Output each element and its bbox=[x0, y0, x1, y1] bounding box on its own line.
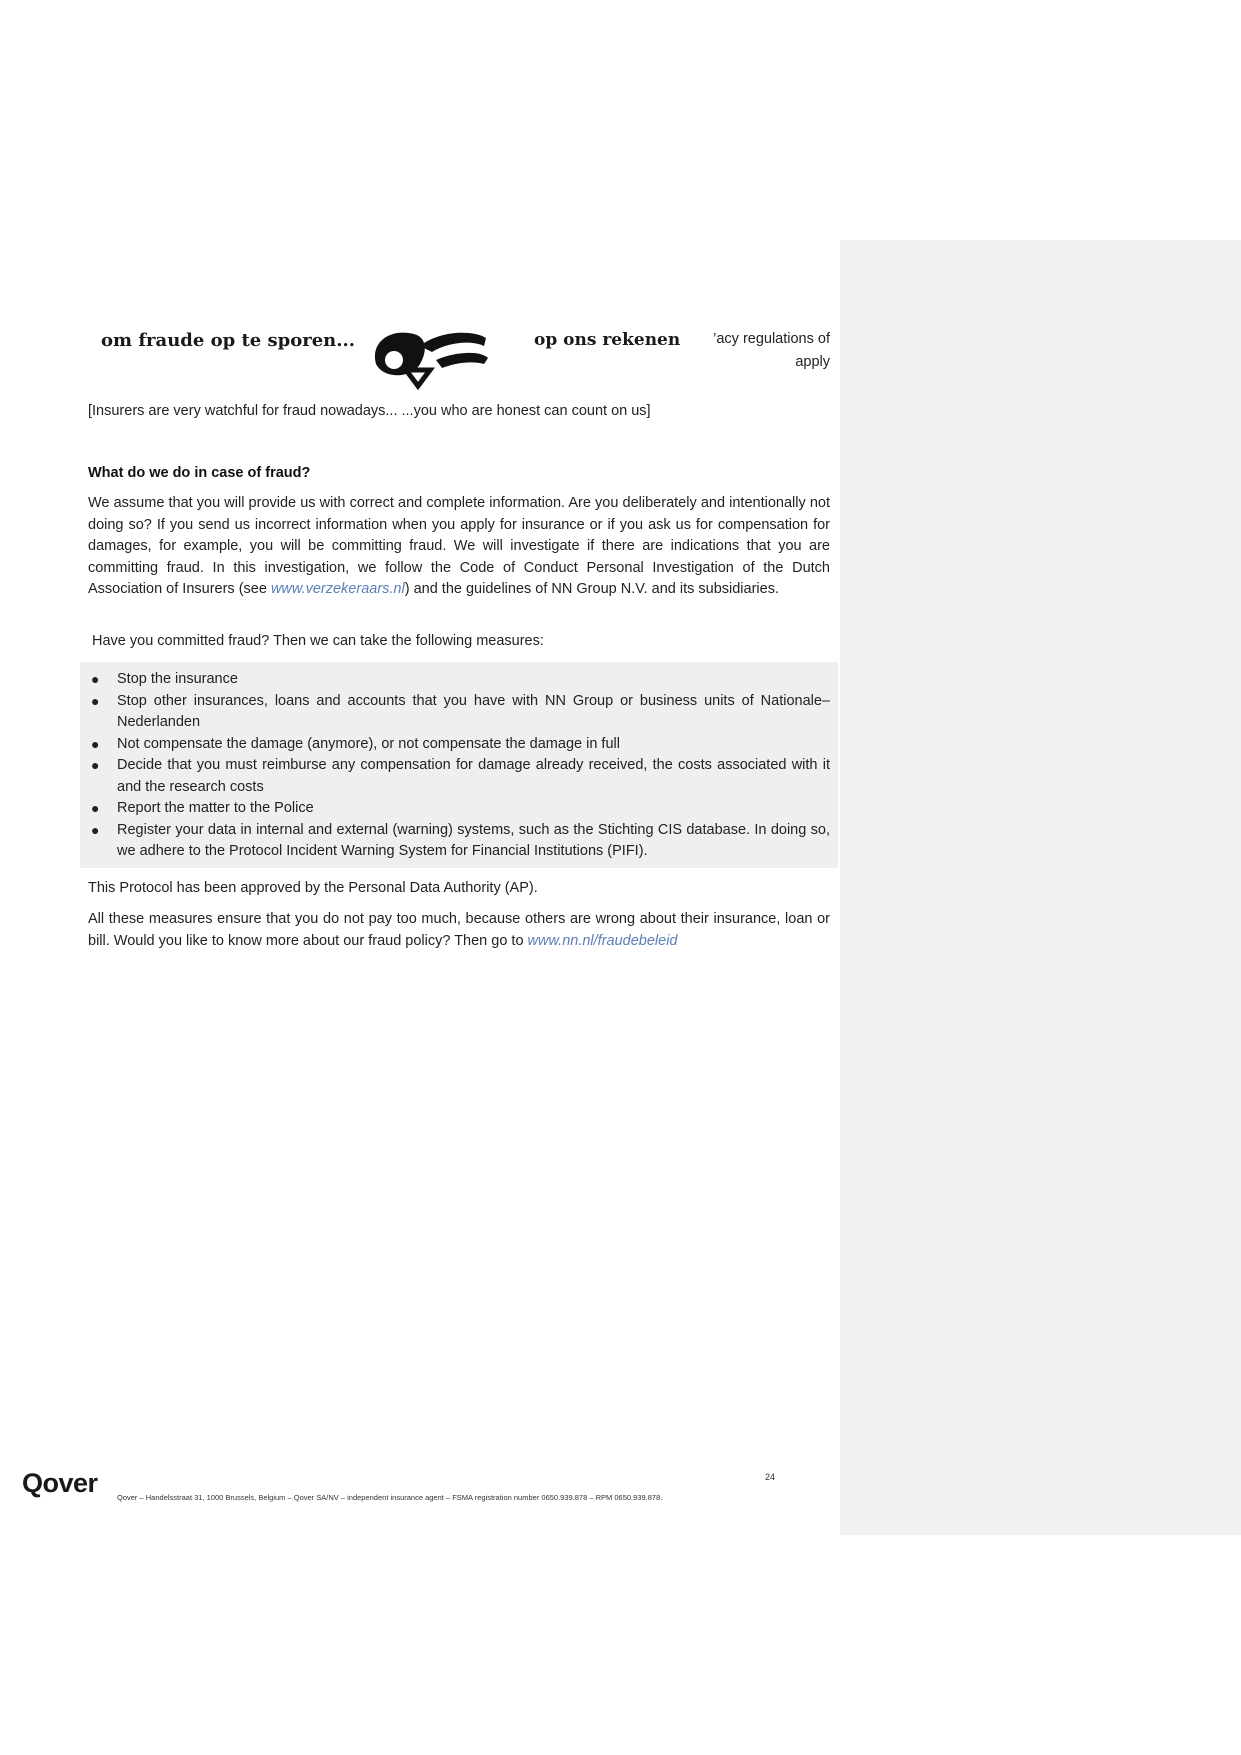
banner-right-text: op ons rekenen bbox=[534, 330, 681, 350]
banner-cut-line-1: ’acy regulations of bbox=[713, 331, 830, 347]
section-heading: What do we do in case of fraud? bbox=[88, 465, 311, 481]
bullet-icon: ● bbox=[91, 757, 100, 773]
eye-mascot-icon bbox=[362, 324, 502, 395]
paragraph-text-2: ) and the guidelines of NN Group N.V. and its subsidiaries. bbox=[404, 581, 779, 597]
fraudebeleid-link[interactable]: www.nn.nl/fraudebeleid bbox=[527, 932, 678, 949]
list-item: ● Register your data in internal and external (warning) systems, such as the Stichting CIS database. In doing so, we adhere to the Protocol Incident Warning System for Financial Institutions (PIFI). bbox=[91, 821, 830, 859]
list-item: ● Stop other insurances, loans and accounts that you have with NN Group or business units of Nationale–Nederlanden bbox=[91, 692, 830, 730]
bullet-icon: ● bbox=[91, 735, 100, 752]
verzekeraars-link[interactable]: www.verzekeraars.nl bbox=[270, 581, 405, 597]
fraud-banner-image bbox=[88, 318, 830, 390]
fraud-paragraph bbox=[88, 493, 830, 601]
list-item: ● Report the matter to the Police bbox=[80, 798, 830, 820]
banner-cut-line-2: apply bbox=[795, 354, 830, 370]
comment-pane bbox=[840, 240, 1241, 1535]
banner-cut-text bbox=[684, 328, 830, 374]
closing-paragraph bbox=[88, 909, 830, 952]
qover-logo: Qover bbox=[22, 1468, 98, 1498]
bullet-icon: ● bbox=[91, 800, 100, 816]
list-item: ● Stop the insurance bbox=[80, 669, 830, 691]
banner-caption: [Insurers are very watchful for fraud nowadays... ...you who are honest can count on us] bbox=[88, 403, 651, 419]
measures-lead: Have you committed fraud? Then we can take the following measures: bbox=[92, 633, 544, 649]
bullet-icon: ● bbox=[91, 821, 100, 838]
list-item: ● Not compensate the damage (anymore), or not compensate the damage in full bbox=[80, 734, 830, 756]
approval-text: This Protocol has been approved by the Personal Data Authority (AP). bbox=[88, 880, 538, 896]
banner-left-text: om fraude op te sporen... bbox=[101, 330, 356, 351]
footer-legal-text: Qover – Handelsstraat 31, 1000 Brussels, Belgium – Qover SA/NV – independent insurance agent – FSMA registration number 0650.939.878 – RPM 0650.939.878. bbox=[117, 1493, 663, 1502]
page-number: 24 bbox=[765, 1472, 776, 1482]
measures-list bbox=[80, 662, 838, 868]
bullet-icon: ● bbox=[91, 671, 100, 687]
list-item: ● Decide that you must reimburse any compensation for damage already received, the costs associated with it and the research costs bbox=[91, 757, 830, 795]
paragraph-text-1: We assume that you will provide us with correct and complete information. Are you deliberately and intentionally not doing so? If you send us incorrect information when you apply for insurance or if you ask us for compensation for damages, for example, you will be committing fraud. We will investigate if there are indications that you are committing fraud. In this investigation, we follow the Code of Conduct Personal Investigation of the Dutch Association of Insurers (see bbox=[88, 495, 830, 597]
bullet-icon: ● bbox=[91, 692, 100, 709]
closing-text: All these measures ensure that you do not pay too much, because others are wrong about their insurance, loan or bill. Would you like to know more about our fraud policy? Then go to bbox=[88, 911, 830, 949]
